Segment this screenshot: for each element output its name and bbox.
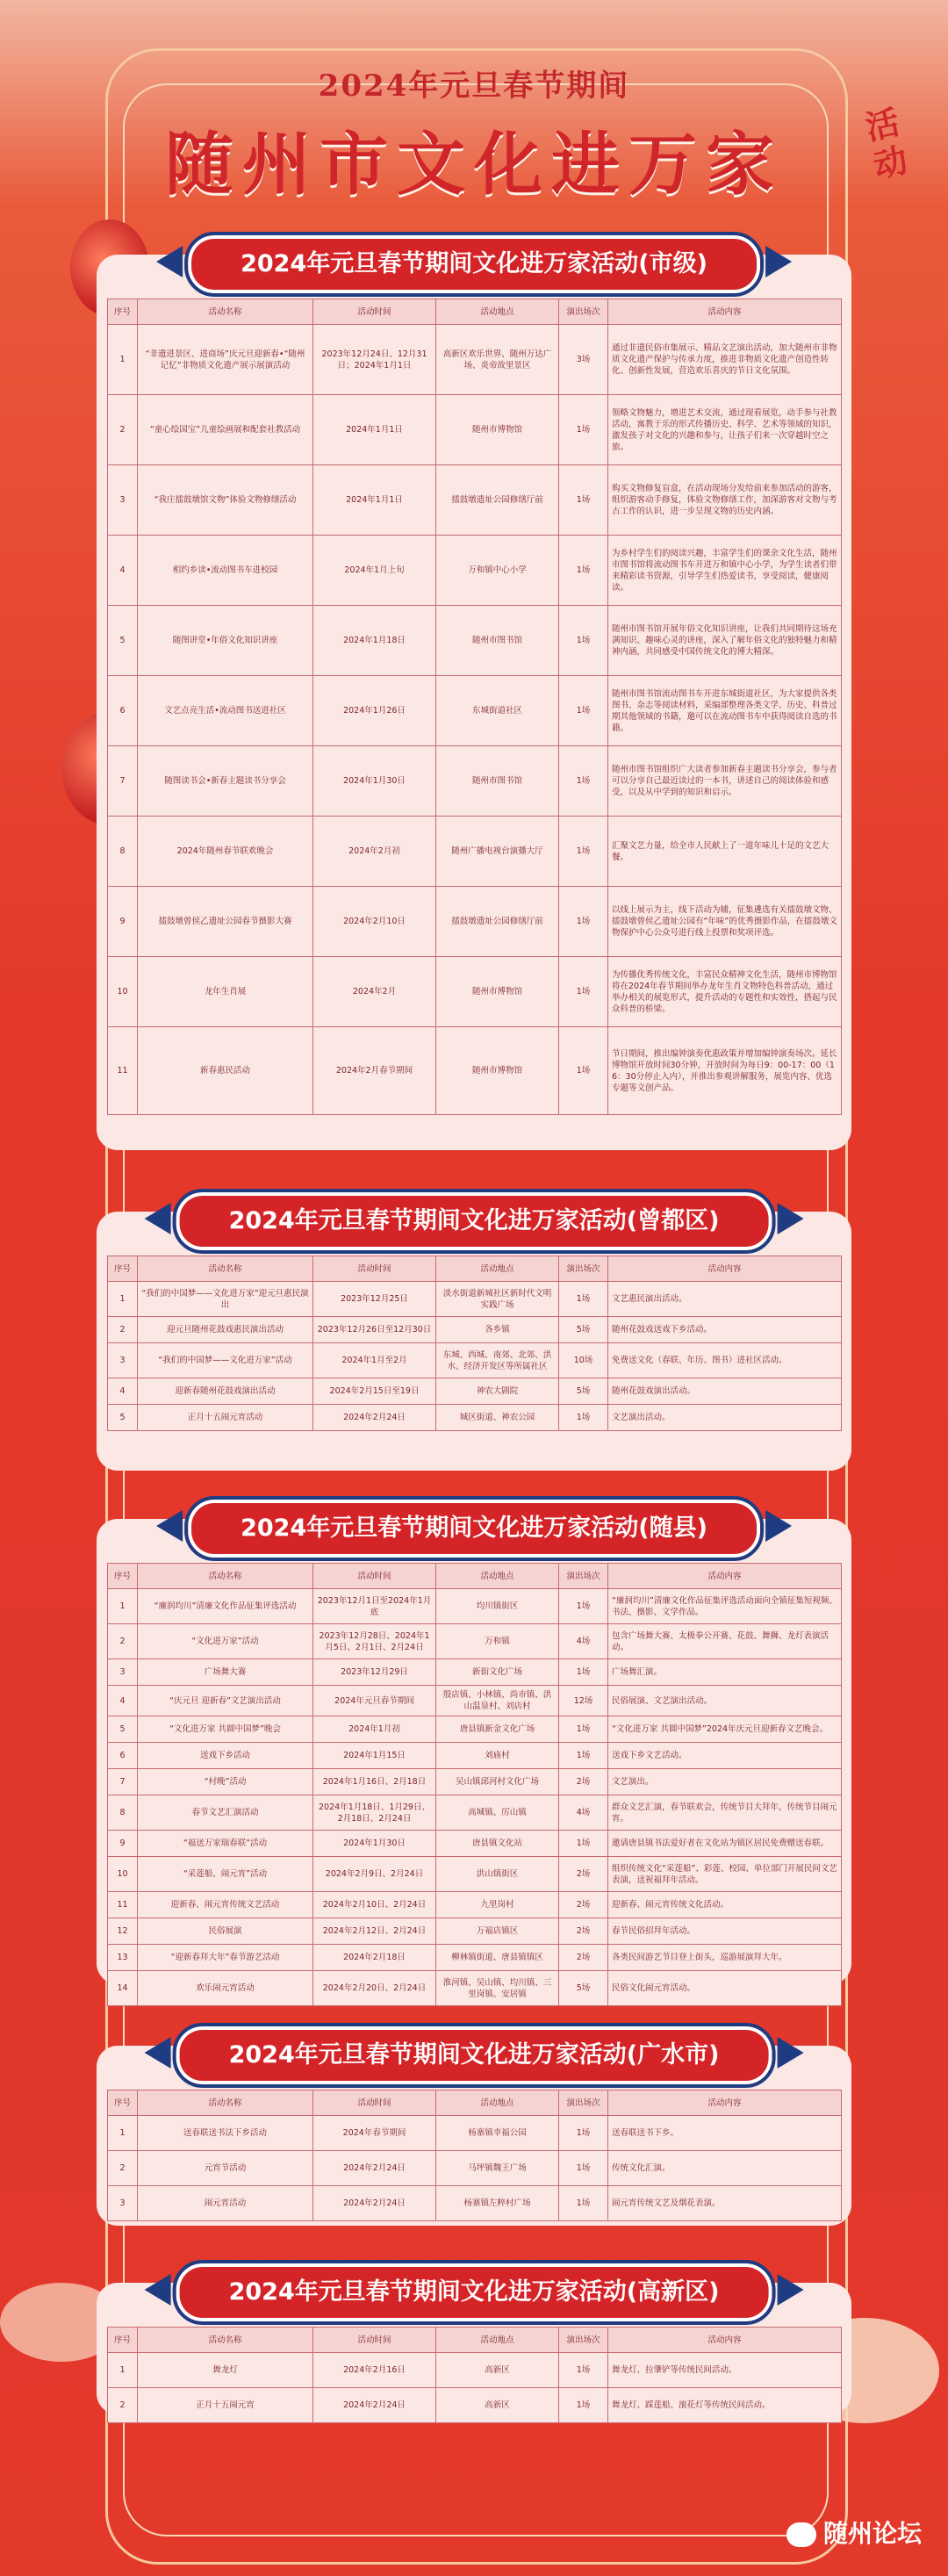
row-number: 5 bbox=[108, 1405, 138, 1431]
activity-content: 节日期间，推出编钟演奏优惠政策并增加编钟演奏场次。延长博物馆开放时间30分钟，开放时间为每日9：00-17：00（16：30分停止入内），并推出参观讲解服务，展览内容、优选专题等文创产品。 bbox=[608, 1027, 842, 1115]
table-row bbox=[108, 1027, 842, 1115]
column-header: 活动地点 bbox=[436, 2328, 559, 2353]
activity-content: 随州市图书馆组织广大读者参加新春主题读书分享会，参与者可以分享自己最近读过的一本书，讲述自己的阅读体验和感受，以及从中学到的知识和启示。 bbox=[608, 746, 842, 817]
header-subtitle: 2024年元旦春节期间 bbox=[318, 68, 630, 104]
activity-name: “村晚”活动 bbox=[138, 1769, 313, 1795]
show-count: 2场 bbox=[559, 1769, 608, 1795]
activity-location: 唐县镇文化站 bbox=[436, 1831, 559, 1857]
activity-content: 为乡村学生们的阅读兴趣，丰富学生们的课余文化生活，随州市图书馆将流动图书车开进万和镇中心小学，为学生读者们带来精彩读书资源，引导学生们热爱读书，享受阅读，健康阅读。 bbox=[608, 536, 842, 606]
row-number: 7 bbox=[108, 1769, 138, 1795]
row-number: 10 bbox=[108, 957, 138, 1027]
activity-content: 春节民俗招拜年活动。 bbox=[608, 1918, 842, 1945]
activity-location: 擂鼓墩遗址公园修缮厅前 bbox=[436, 887, 559, 957]
column-header: 活动时间 bbox=[313, 2328, 436, 2353]
column-header: 活动内容 bbox=[608, 1256, 842, 1282]
show-count: 1场 bbox=[559, 606, 608, 676]
column-header: 演出场次 bbox=[559, 1256, 608, 1282]
row-number: 8 bbox=[108, 817, 138, 887]
column-header: 活动名称 bbox=[138, 299, 313, 325]
activity-name: 迎新春随州花鼓戏演出活动 bbox=[138, 1378, 313, 1405]
table-row bbox=[108, 465, 842, 536]
row-number: 14 bbox=[108, 1971, 138, 2006]
activity-location: 殷店镇、小林镇、尚市镇、洪山温泉村、刘店村 bbox=[436, 1686, 559, 1716]
show-count: 1场 bbox=[559, 817, 608, 887]
activity-time: 2024年2月初 bbox=[313, 817, 436, 887]
activity-content: 迎新春、闹元宵传统文化活动。 bbox=[608, 1892, 842, 1918]
row-number: 11 bbox=[108, 1892, 138, 1918]
activity-content: 领略文物魅力，增进艺术交流，通过现看展览，动手参与社教活动，寓教于乐的形式传播历史、科学、艺术等领域的知识，激发孩子对文化的兴趣和参与，让孩子们来一次穿越时空之旅。 bbox=[608, 395, 842, 465]
activity-location: 洪山镇街区 bbox=[436, 1857, 559, 1892]
activity-time: 2024年2月18日 bbox=[313, 1945, 436, 1971]
show-count: 2场 bbox=[559, 1918, 608, 1945]
table-row bbox=[108, 1769, 842, 1795]
table-row bbox=[108, 1795, 842, 1831]
activity-time: 2024年2月24日 bbox=[313, 2151, 436, 2186]
activity-content: 舞龙灯、拉肇铲等传统民间活动。 bbox=[608, 2353, 842, 2388]
activity-section bbox=[97, 250, 851, 1150]
activity-content: 为传播优秀传统文化，丰富民众精神文化生活，随州市博物馆将在2024年春节期间举办龙年生肖文物特色科普活动，通过举办相关的展览形式，提升活动的专题性和实效性，搭起与民众科普的桥梁。 bbox=[608, 957, 842, 1027]
activity-name: “文化进万家 共圆中国梦”晚会 bbox=[138, 1716, 313, 1743]
show-count: 5场 bbox=[559, 1378, 608, 1405]
activity-location: 吴山镇邱河村文化广场 bbox=[436, 1769, 559, 1795]
table-row bbox=[108, 1743, 842, 1769]
row-number: 13 bbox=[108, 1945, 138, 1971]
row-number: 1 bbox=[108, 325, 138, 395]
activity-name: 擂鼓墩曾侯乙遗址公园春节摄影大赛 bbox=[138, 887, 313, 957]
table-row bbox=[108, 606, 842, 676]
activity-location: 神农大剧院 bbox=[436, 1378, 559, 1405]
column-header: 活动地点 bbox=[436, 1564, 559, 1589]
activity-name: 欢乐闹元宵活动 bbox=[138, 1971, 313, 2006]
activity-content: 送戏下乡文艺活动。 bbox=[608, 1743, 842, 1769]
activity-content: 闹元宵传统文艺及烟花表演。 bbox=[608, 2186, 842, 2221]
activity-location: 马坪镇魏王广场 bbox=[436, 2151, 559, 2186]
row-number: 3 bbox=[108, 1343, 138, 1378]
activity-name: “福送万家瑞春联”活动 bbox=[138, 1831, 313, 1857]
activity-location: 新街文化广场 bbox=[436, 1659, 559, 1686]
activity-content: 民俗文化闹元宵活动。 bbox=[608, 1971, 842, 2006]
column-header: 活动内容 bbox=[608, 299, 842, 325]
show-count: 5场 bbox=[559, 1317, 608, 1343]
activity-location: 高新区 bbox=[436, 2353, 559, 2388]
show-count: 1场 bbox=[559, 1282, 608, 1317]
row-number: 1 bbox=[108, 2116, 138, 2151]
activity-table bbox=[107, 2327, 842, 2423]
brand-name: 随州论坛 bbox=[822, 2519, 922, 2548]
activity-time: 2024年1月30日 bbox=[313, 1831, 436, 1857]
show-count: 1场 bbox=[559, 1716, 608, 1743]
activity-location: 淮河镇、吴山镇、均川镇、三里岗镇、安居镇 bbox=[436, 1971, 559, 2006]
table-row bbox=[108, 2151, 842, 2186]
activity-location: 杨寨镇幸福公园 bbox=[436, 2116, 559, 2151]
activity-time: 2024年春节期间 bbox=[313, 2116, 436, 2151]
activity-time: 2024年1月初 bbox=[313, 1716, 436, 1743]
activity-name: 相约乡读•流动图书车进校园 bbox=[138, 536, 313, 606]
column-header: 活动时间 bbox=[313, 1256, 436, 1282]
row-number: 2 bbox=[108, 2151, 138, 2186]
activity-name: “庆元旦 迎新春”文艺演出活动 bbox=[138, 1686, 313, 1716]
activity-location: 九里岗村 bbox=[436, 1892, 559, 1918]
activity-time: 2023年12月24日、12月31日；2024年1月1日 bbox=[313, 325, 436, 395]
activity-location: 唐县镇新金文化广场 bbox=[436, 1716, 559, 1743]
activity-location: 擂鼓墩遗址公园修缮厅前 bbox=[436, 465, 559, 536]
show-count: 1场 bbox=[559, 465, 608, 536]
table-row bbox=[108, 1589, 842, 1624]
activity-location: 随州市博物馆 bbox=[436, 395, 559, 465]
row-number: 7 bbox=[108, 746, 138, 817]
table-row bbox=[108, 1892, 842, 1918]
table-row bbox=[108, 1343, 842, 1378]
page-header bbox=[0, 61, 948, 208]
row-number: 4 bbox=[108, 1686, 138, 1716]
activity-time: 2023年12月1日至2024年1月底 bbox=[313, 1589, 436, 1624]
table-row bbox=[108, 887, 842, 957]
section-banner: 2024年元旦春节期间文化进万家活动(随县) bbox=[184, 1496, 764, 1561]
table-row bbox=[108, 1686, 842, 1716]
activity-table bbox=[107, 2090, 842, 2221]
column-header: 活动内容 bbox=[608, 2090, 842, 2116]
table-row bbox=[108, 395, 842, 465]
activity-content: 文艺惠民演出活动。 bbox=[608, 1282, 842, 1317]
table-row bbox=[108, 957, 842, 1027]
activity-content: 群众文艺汇演，春节联欢会，传统节目大拜年，传统节目闹元宵。 bbox=[608, 1795, 842, 1831]
table-row bbox=[108, 2353, 842, 2388]
show-count: 3场 bbox=[559, 325, 608, 395]
show-count: 1场 bbox=[559, 746, 608, 817]
column-header: 活动名称 bbox=[138, 1564, 313, 1589]
row-number: 5 bbox=[108, 1716, 138, 1743]
activity-content: 各类民间游艺节目登上街头，巡游展演拜大年。 bbox=[608, 1945, 842, 1971]
row-number: 1 bbox=[108, 2353, 138, 2388]
activity-time: 2024年2月9日、2月24日 bbox=[313, 1857, 436, 1892]
activity-name: 元宵节活动 bbox=[138, 2151, 313, 2186]
activity-content: 随州花鼓戏送戏下乡活动。 bbox=[608, 1317, 842, 1343]
activity-location: 随州市图书馆 bbox=[436, 606, 559, 676]
show-count: 12场 bbox=[559, 1686, 608, 1716]
activity-location: 随州广播电视台演播大厅 bbox=[436, 817, 559, 887]
column-header: 序号 bbox=[108, 2328, 138, 2353]
activity-name: “文化进万家”活动 bbox=[138, 1624, 313, 1659]
activity-location: 随州市图书馆 bbox=[436, 746, 559, 817]
activity-location: 高新区 bbox=[436, 2388, 559, 2423]
activity-location: 东城街道社区 bbox=[436, 676, 559, 746]
activity-location: 柳林镇街道、唐县镇镇区 bbox=[436, 1945, 559, 1971]
activity-content: 购买文物修复盲盒，在活动现场分发给前来参加活动的游客，组织游客动手修复，体验文物修缮工作，加深游客对文物与考古工作的认识，进一步呈现文物的历史内涵。 bbox=[608, 465, 842, 536]
activity-content: 传统文化汇演。 bbox=[608, 2151, 842, 2186]
activity-location: 万和镇 bbox=[436, 1624, 559, 1659]
column-header: 活动时间 bbox=[313, 2090, 436, 2116]
row-number: 3 bbox=[108, 465, 138, 536]
activity-time: 2024年1月26日 bbox=[313, 676, 436, 746]
activity-time: 2024年1月18日 bbox=[313, 606, 436, 676]
show-count: 1场 bbox=[559, 395, 608, 465]
activity-name: 正月十五闹元宵活动 bbox=[138, 1405, 313, 1431]
activity-time: 2024年1月上旬 bbox=[313, 536, 436, 606]
row-number: 8 bbox=[108, 1795, 138, 1831]
activity-content: 文艺演出活动。 bbox=[608, 1405, 842, 1431]
activity-time: 2024年1月1日 bbox=[313, 395, 436, 465]
column-header: 序号 bbox=[108, 299, 138, 325]
show-count: 2场 bbox=[559, 1892, 608, 1918]
activity-time: 2024年2月24日 bbox=[313, 2186, 436, 2221]
column-header: 活动名称 bbox=[138, 2090, 313, 2116]
activity-name: “迎新春拜大年”春节游艺活动 bbox=[138, 1945, 313, 1971]
activity-location: 万和镇中心小学 bbox=[436, 536, 559, 606]
show-count: 2场 bbox=[559, 1945, 608, 1971]
activity-table bbox=[107, 299, 842, 1115]
activity-name: “我们的中国梦——文化进万家”迎元旦惠民演出 bbox=[138, 1282, 313, 1317]
activity-name: 送戏下乡活动 bbox=[138, 1743, 313, 1769]
column-header: 演出场次 bbox=[559, 2328, 608, 2353]
activity-name: 随图讲堂•年俗文化知识讲座 bbox=[138, 606, 313, 676]
show-count: 1场 bbox=[559, 2151, 608, 2186]
activity-time: 2024年1月1日 bbox=[313, 465, 436, 536]
column-header: 活动内容 bbox=[608, 2328, 842, 2353]
activity-content: 文艺演出。 bbox=[608, 1769, 842, 1795]
activity-name: 广场舞大赛 bbox=[138, 1659, 313, 1686]
table-row bbox=[108, 2388, 842, 2423]
activity-location: 随州市博物馆 bbox=[436, 957, 559, 1027]
activity-name: 正月十五闹元宵 bbox=[138, 2388, 313, 2423]
activity-content: 随州市图书馆开展年俗文化知识讲座，让我们共同期待这场充满知识、趣味心灵的讲座，深入了解年俗文化的独特魅力和精神内涵，共同感受中国传统文化的博大精深。 bbox=[608, 606, 842, 676]
activity-time: 2023年12月28日、2024年1月5日、2月1日、2月24日 bbox=[313, 1624, 436, 1659]
activity-content: 民俗展演、文艺演出活动。 bbox=[608, 1686, 842, 1716]
table-row bbox=[108, 1317, 842, 1343]
activity-name: 龙年生肖展 bbox=[138, 957, 313, 1027]
show-count: 1场 bbox=[559, 2116, 608, 2151]
section-banner: 2024年元旦春节期间文化进万家活动(市级) bbox=[184, 232, 764, 297]
activity-name: 闹元宵活动 bbox=[138, 2186, 313, 2221]
show-count: 1场 bbox=[559, 536, 608, 606]
activity-location: 随州市博物馆 bbox=[436, 1027, 559, 1115]
activity-content: 组织传统文化“采莲船”、彩莲、校园、单位部门开展民间文艺表演，送祝福拜年活动。 bbox=[608, 1857, 842, 1892]
show-count: 2场 bbox=[559, 1857, 608, 1892]
column-header: 活动内容 bbox=[608, 1564, 842, 1589]
table-row bbox=[108, 746, 842, 817]
show-count: 1场 bbox=[559, 1405, 608, 1431]
section-banner: 2024年元旦春节期间文化进万家活动(广水市) bbox=[173, 2023, 776, 2088]
row-number: 11 bbox=[108, 1027, 138, 1115]
table-row bbox=[108, 817, 842, 887]
activity-name: “采莲船、闹元宵”活动 bbox=[138, 1857, 313, 1892]
activity-content: 邀请唐县镇书法爱好者在文化站为镇区居民免费赠送春联。 bbox=[608, 1831, 842, 1857]
activity-table bbox=[107, 1563, 842, 2006]
activity-name: 春节文艺汇演活动 bbox=[138, 1795, 313, 1831]
show-count: 1场 bbox=[559, 676, 608, 746]
activity-time: 2024年元旦春节期间 bbox=[313, 1686, 436, 1716]
show-count: 1场 bbox=[559, 2388, 608, 2423]
show-count: 1场 bbox=[559, 1027, 608, 1115]
table-row bbox=[108, 1918, 842, 1945]
table-row bbox=[108, 536, 842, 606]
activity-location: 均川镇街区 bbox=[436, 1589, 559, 1624]
activity-content: “廉润均川”清廉文化作品征集评选活动面向全镇征集短视频、书法、摄影、文学作品。 bbox=[608, 1589, 842, 1624]
table-row bbox=[108, 1971, 842, 2006]
activity-content: 随州花鼓戏演出活动。 bbox=[608, 1378, 842, 1405]
table-row bbox=[108, 1857, 842, 1892]
table-row bbox=[108, 1378, 842, 1405]
column-header: 活动地点 bbox=[436, 299, 559, 325]
section-banner: 2024年元旦春节期间文化进万家活动(曾都区) bbox=[173, 1189, 776, 1254]
table-row bbox=[108, 1945, 842, 1971]
activity-content: 舞龙灯、踩莲船、滚花灯等传统民间活动。 bbox=[608, 2388, 842, 2423]
show-count: 1场 bbox=[559, 1831, 608, 1857]
activity-time: 2024年2月10日 bbox=[313, 887, 436, 957]
section-banner: 2024年元旦春节期间文化进万家活动(高新区) bbox=[173, 2260, 776, 2325]
activity-time: 2023年12月26日至12月30日 bbox=[313, 1317, 436, 1343]
table-row bbox=[108, 1716, 842, 1743]
activity-time: 2024年2月24日 bbox=[313, 2388, 436, 2423]
column-header: 演出场次 bbox=[559, 299, 608, 325]
activity-name: 舞龙灯 bbox=[138, 2353, 313, 2388]
row-number: 3 bbox=[108, 1659, 138, 1686]
activity-location: 各乡镇 bbox=[436, 1317, 559, 1343]
activity-location: 城区街道、神农公园 bbox=[436, 1405, 559, 1431]
row-number: 2 bbox=[108, 395, 138, 465]
activity-name: 送春联送书法下乡活动 bbox=[138, 2116, 313, 2151]
row-number: 9 bbox=[108, 1831, 138, 1857]
activity-name: 迎新春、闹元宵传统文艺活动 bbox=[138, 1892, 313, 1918]
row-number: 2 bbox=[108, 1624, 138, 1659]
activity-section bbox=[97, 1207, 851, 1471]
activity-time: 2024年2月春节期间 bbox=[313, 1027, 436, 1115]
show-count: 1场 bbox=[559, 887, 608, 957]
activity-content: 包含广场舞大赛、太极拳公开赛、花鼓、舞狮、龙灯表演活动。 bbox=[608, 1624, 842, 1659]
wechat-icon bbox=[786, 2522, 816, 2547]
show-count: 1场 bbox=[559, 2186, 608, 2221]
activity-time: 2023年12月25日 bbox=[313, 1282, 436, 1317]
column-header: 活动地点 bbox=[436, 1256, 559, 1282]
column-header: 活动地点 bbox=[436, 2090, 559, 2116]
activity-content: “文化进万家 共圆中国梦”2024年庆元旦迎新春文艺晚会。 bbox=[608, 1716, 842, 1743]
show-count: 5场 bbox=[559, 1971, 608, 2006]
row-number: 9 bbox=[108, 887, 138, 957]
activity-name: 文艺点亮生活•流动图书送进社区 bbox=[138, 676, 313, 746]
activity-content: 汇聚文艺力量，给全市人民献上了一道年味儿十足的文艺大餐。 bbox=[608, 817, 842, 887]
activity-location: 刘庙村 bbox=[436, 1743, 559, 1769]
activity-name: “廉润均川”清廉文化作品征集评选活动 bbox=[138, 1589, 313, 1624]
header-title: 随州市文化进万家 bbox=[164, 125, 783, 205]
activity-time: 2024年2月16日 bbox=[313, 2353, 436, 2388]
show-count: 4场 bbox=[559, 1795, 608, 1831]
activity-name: 新春惠民活动 bbox=[138, 1027, 313, 1115]
column-header: 演出场次 bbox=[559, 1564, 608, 1589]
row-number: 6 bbox=[108, 676, 138, 746]
table-row bbox=[108, 1405, 842, 1431]
activity-name: 2024年随州春节联欢晚会 bbox=[138, 817, 313, 887]
activity-section bbox=[97, 2278, 851, 2414]
activity-time: 2024年2月24日 bbox=[313, 1405, 436, 1431]
activity-name: “非遗进景区、进商场”庆元旦迎新春•“随州记忆”非物质文化遗产展示展演活动 bbox=[138, 325, 313, 395]
row-number: 12 bbox=[108, 1918, 138, 1945]
row-number: 10 bbox=[108, 1857, 138, 1892]
activity-section bbox=[97, 1515, 851, 1999]
activity-name: “我们的中国梦——文化进万家”活动 bbox=[138, 1343, 313, 1378]
show-count: 4场 bbox=[559, 1624, 608, 1659]
activity-location: 淡水街道新城社区新时代文明实践广场 bbox=[436, 1282, 559, 1317]
row-number: 5 bbox=[108, 606, 138, 676]
activity-time: 2024年2月10日、2月24日 bbox=[313, 1892, 436, 1918]
show-count: 1场 bbox=[559, 1589, 608, 1624]
row-number: 4 bbox=[108, 1378, 138, 1405]
row-number: 3 bbox=[108, 2186, 138, 2221]
row-number: 2 bbox=[108, 1317, 138, 1343]
table-row bbox=[108, 2116, 842, 2151]
table-row bbox=[108, 1659, 842, 1686]
activity-time: 2024年2月15日至19日 bbox=[313, 1378, 436, 1405]
table-row bbox=[108, 676, 842, 746]
table-row bbox=[108, 1624, 842, 1659]
column-header: 序号 bbox=[108, 2090, 138, 2116]
activity-time: 2023年12月29日 bbox=[313, 1659, 436, 1686]
column-header: 序号 bbox=[108, 1564, 138, 1589]
activity-name: 民俗展演 bbox=[138, 1918, 313, 1945]
activity-time: 2024年2月20日、2月24日 bbox=[313, 1971, 436, 2006]
activity-content: 通过非遗民俗市集展示、精品文艺演出活动，加大随州市非物质文化遗产保护与传承力度，推进非物质文化遗产创造性转化、创新性发展，营造欢乐喜庆的节日文化氛围。 bbox=[608, 325, 842, 395]
activity-location: 万福店镇区 bbox=[436, 1918, 559, 1945]
activity-content: 以线上展示为主，线下活动为辅，征集遴选有关擂鼓墩文物、擂鼓墩曾侯乙遗址公园有“年味”的优秀摄影作品，在擂鼓墩文物保护中心公众号进行线上投票和奖项评选。 bbox=[608, 887, 842, 957]
header-side-label: 活动 bbox=[862, 102, 911, 185]
column-header: 活动名称 bbox=[138, 2328, 313, 2353]
activity-time: 2024年1月至2月 bbox=[313, 1343, 436, 1378]
activity-time: 2024年1月30日 bbox=[313, 746, 436, 817]
brand-logo bbox=[786, 2515, 922, 2550]
activity-name: “我庄擂鼓墩馆文物”体验文物修缮活动 bbox=[138, 465, 313, 536]
column-header: 活动时间 bbox=[313, 1564, 436, 1589]
activity-time: 2024年2月 bbox=[313, 957, 436, 1027]
table-row bbox=[108, 325, 842, 395]
activity-content: 免费送文化（春联、年历、图书）进社区活动。 bbox=[608, 1343, 842, 1378]
activity-location: 高新区欢乐世界、随州万达广场、炎帝故里景区 bbox=[436, 325, 559, 395]
activity-content: 随州市图书馆流动图书车开进东城街道社区，为大家提供各类图书、杂志等阅读材料，采编部整理各类文学、历史、科普过期其他领域的书籍，邀可以在流动图书车中获得阅读自选的书籍。 bbox=[608, 676, 842, 746]
table-row bbox=[108, 1282, 842, 1317]
activity-name: “童心绘国宝”儿童绘画展和配套社教活动 bbox=[138, 395, 313, 465]
activity-content: 广场舞汇演。 bbox=[608, 1659, 842, 1686]
activity-time: 2024年2月12日、2月24日 bbox=[313, 1918, 436, 1945]
column-header: 活动名称 bbox=[138, 1256, 313, 1282]
table-row bbox=[108, 2186, 842, 2221]
activity-name: 随图读书会•新春主题读书分享会 bbox=[138, 746, 313, 817]
show-count: 1场 bbox=[559, 2353, 608, 2388]
row-number: 2 bbox=[108, 2388, 138, 2423]
column-header: 活动时间 bbox=[313, 299, 436, 325]
column-header: 演出场次 bbox=[559, 2090, 608, 2116]
activity-name: 迎元旦随州花鼓戏惠民演出活动 bbox=[138, 1317, 313, 1343]
activity-location: 东城、西城、南郊、北郊、洪水、经济开发区等所属社区 bbox=[436, 1343, 559, 1378]
activity-location: 杨寨镇左粹村广场 bbox=[436, 2186, 559, 2221]
activity-time: 2024年1月15日 bbox=[313, 1743, 436, 1769]
activity-section bbox=[97, 2041, 851, 2226]
activity-location: 高城镇、厉山镇 bbox=[436, 1795, 559, 1831]
show-count: 10场 bbox=[559, 1343, 608, 1378]
show-count: 1场 bbox=[559, 1659, 608, 1686]
activity-content: 送春联送书下乡。 bbox=[608, 2116, 842, 2151]
activity-time: 2024年1月18日、1月29日、2月18日、2月24日 bbox=[313, 1795, 436, 1831]
show-count: 1场 bbox=[559, 957, 608, 1027]
activity-time: 2024年1月16日、2月18日 bbox=[313, 1769, 436, 1795]
row-number: 1 bbox=[108, 1589, 138, 1624]
column-header: 序号 bbox=[108, 1256, 138, 1282]
show-count: 1场 bbox=[559, 1743, 608, 1769]
row-number: 6 bbox=[108, 1743, 138, 1769]
activity-table bbox=[107, 1256, 842, 1431]
table-row bbox=[108, 1831, 842, 1857]
row-number: 4 bbox=[108, 536, 138, 606]
row-number: 1 bbox=[108, 1282, 138, 1317]
